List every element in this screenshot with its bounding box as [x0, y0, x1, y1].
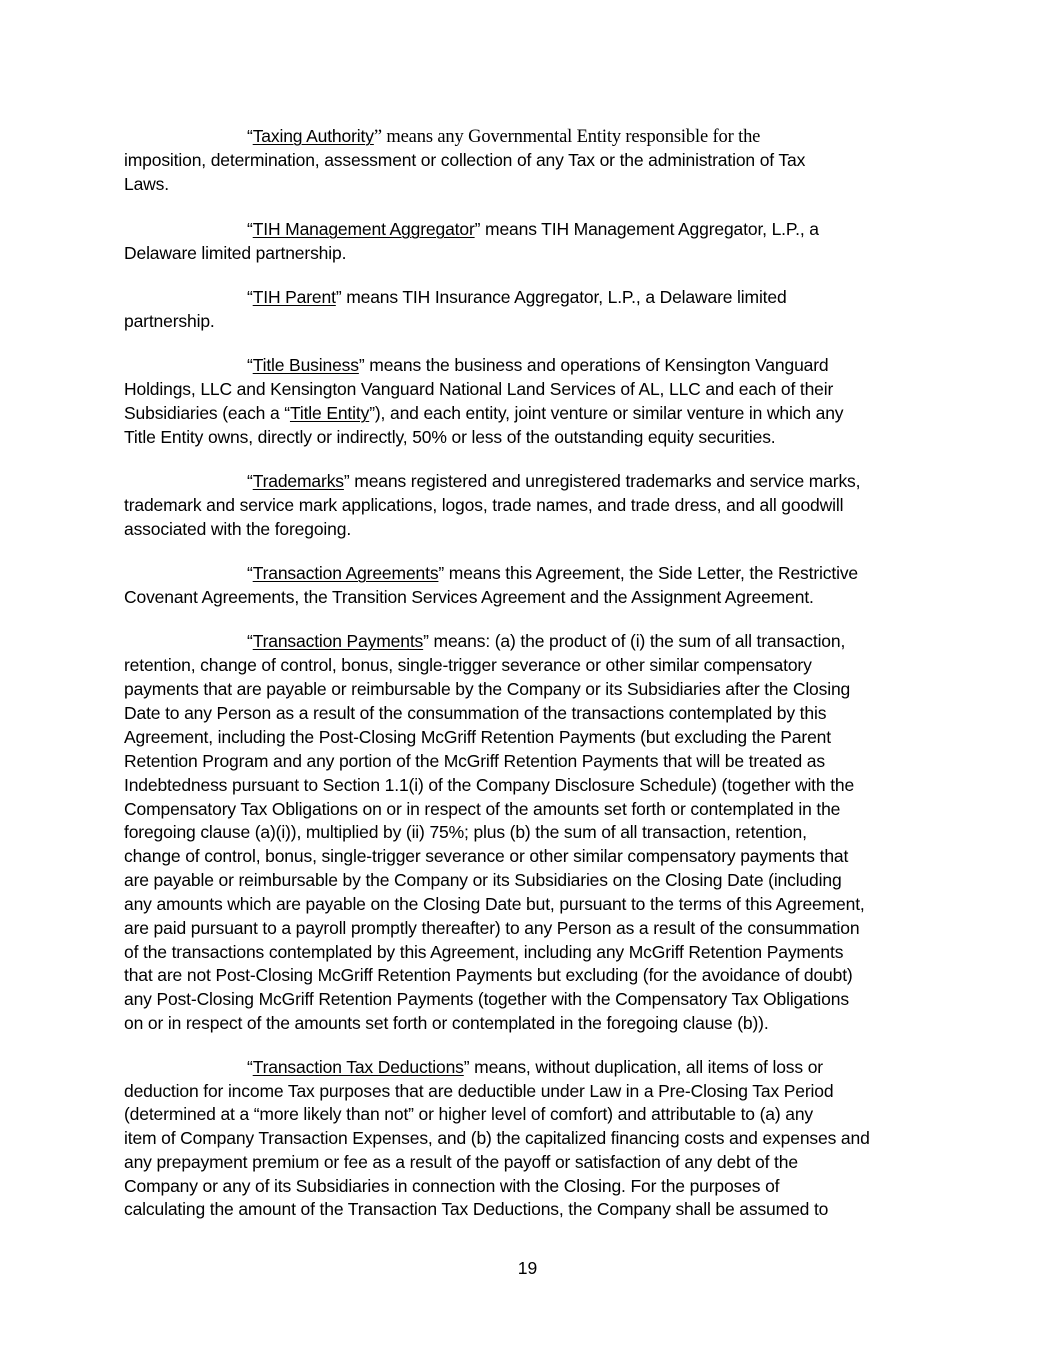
definition-line: that are not Post-Closing McGriff Retention Payments but excluding (for the avoidance of doubt) — [124, 965, 853, 985]
definition-line: change of control, bonus, single-trigger severance or other similar compensatory payments that — [124, 846, 849, 866]
definition-line: item of Company Transaction Expenses, and (b) the capitalized financing costs and expenses and — [124, 1128, 870, 1148]
defined-term: Title Entity — [289, 403, 370, 423]
definition-line: Title Entity owns, directly or indirectly, 50% or less of the outstanding equity securities. — [124, 427, 776, 447]
definition-line: (determined at a “more likely than not” or higher level of comfort) and attributable to (a) any — [124, 1104, 814, 1124]
definition-line: “Taxing Authority” means any Governmental Entity responsible for the — [247, 126, 761, 147]
definition-line: Delaware limited partnership. — [124, 243, 347, 263]
definition-line: associated with the foregoing. — [124, 519, 352, 539]
definition-line: Agreement, including the Post-Closing McGriff Retention Payments (but excluding the Parent — [124, 727, 831, 747]
definition-line: payments that are payable or reimbursable by the Company or its Subsidiaries after the Closing — [124, 679, 851, 699]
definition-line: Retention Program and any portion of the McGriff Retention Payments that will be treated as — [124, 751, 825, 771]
defined-term: Transaction Tax Deductions — [252, 1057, 464, 1077]
defined-term: Taxing Authority — [252, 126, 374, 146]
definition-line: “Transaction Payments” means: (a) the product of (i) the sum of all transaction, — [247, 631, 846, 651]
page-number: 19 — [517, 1258, 538, 1278]
defined-term: Transaction Agreements — [252, 563, 439, 583]
definition-line: of the transactions contemplated by this Agreement, including any McGriff Retention Payments — [124, 942, 844, 962]
definition-line: are payable or reimbursable by the Company or its Subsidiaries on the Closing Date (including — [124, 870, 842, 890]
definition-line: Indebtedness pursuant to Section 1.1(i) of the Company Disclosure Schedule) (together with the — [124, 775, 855, 795]
definition-line: “Title Business” means the business and operations of Kensington Vanguard — [247, 355, 829, 375]
defined-term: TIH Management Aggregator — [252, 219, 475, 239]
definition-line: any prepayment premium or fee as a result of the payoff or satisfaction of any debt of the — [124, 1152, 798, 1172]
definition-line: are paid pursuant to a payroll promptly thereafter) to any Person as a result of the consummation — [124, 918, 860, 938]
defined-term: Title Business — [252, 355, 359, 375]
definition-line: foregoing clause (a)(i)), multiplied by (ii) 75%; plus (b) the sum of all transaction, retention, — [124, 822, 807, 842]
definition-line: partnership. — [124, 311, 215, 331]
definition-line: any Post-Closing McGriff Retention Payments (together with the Compensatory Tax Obligations — [124, 989, 849, 1009]
definition-line: retention, change of control, bonus, single-trigger severance or other similar compensatory — [124, 655, 812, 675]
definition-line: Date to any Person as a result of the consummation of the transactions contemplated by this — [124, 703, 827, 723]
definition-line: calculating the amount of the Transaction Tax Deductions, the Company shall be assumed to — [124, 1199, 829, 1219]
definition-line: imposition, determination, assessment or collection of any Tax or the administration of Tax — [124, 150, 806, 170]
definition-line: Compensatory Tax Obligations on or in respect of the amounts set forth or contemplated in the — [124, 799, 841, 819]
definition-line: Laws. — [124, 174, 169, 194]
definition-line: on or in respect of the amounts set forth or contemplated in the foregoing clause (b)). — [124, 1013, 769, 1033]
definition-line: Company or any of its Subsidiaries in connection with the Closing. For the purposes of — [124, 1176, 780, 1196]
definition-line: “TIH Parent” means TIH Insurance Aggregator, L.P., a Delaware limited — [247, 287, 787, 307]
defined-term: Trademarks — [252, 471, 344, 491]
definition-line: trademark and service mark applications, logos, trade names, and trade dress, and all goodwill — [124, 495, 844, 515]
definition-line: Holdings, LLC and Kensington Vanguard National Land Services of AL, LLC and each of their — [124, 379, 834, 399]
definition-line: any amounts which are payable on the Closing Date but, pursuant to the terms of this Agreement, — [124, 894, 865, 914]
definition-line: “Transaction Tax Deductions” means, without duplication, all items of loss or — [247, 1057, 823, 1077]
definition-line: “Transaction Agreements” means this Agreement, the Side Letter, the Restrictive — [247, 563, 859, 583]
definition-line: deduction for income Tax purposes that are deductible under Law in a Pre-Closing Tax Period — [124, 1081, 834, 1101]
definition-line: Covenant Agreements, the Transition Services Agreement and the Assignment Agreement. — [124, 587, 814, 607]
definition-line: Subsidiaries (each a “Title Entity”), and each entity, joint venture or similar venture in which any — [124, 403, 844, 423]
defined-term: Transaction Payments — [252, 631, 424, 651]
definition-line: “TIH Management Aggregator” means TIH Management Aggregator, L.P., a — [247, 219, 819, 239]
defined-term: TIH Parent — [252, 287, 336, 307]
definition-line: “Trademarks” means registered and unregistered trademarks and service marks, — [247, 471, 861, 491]
